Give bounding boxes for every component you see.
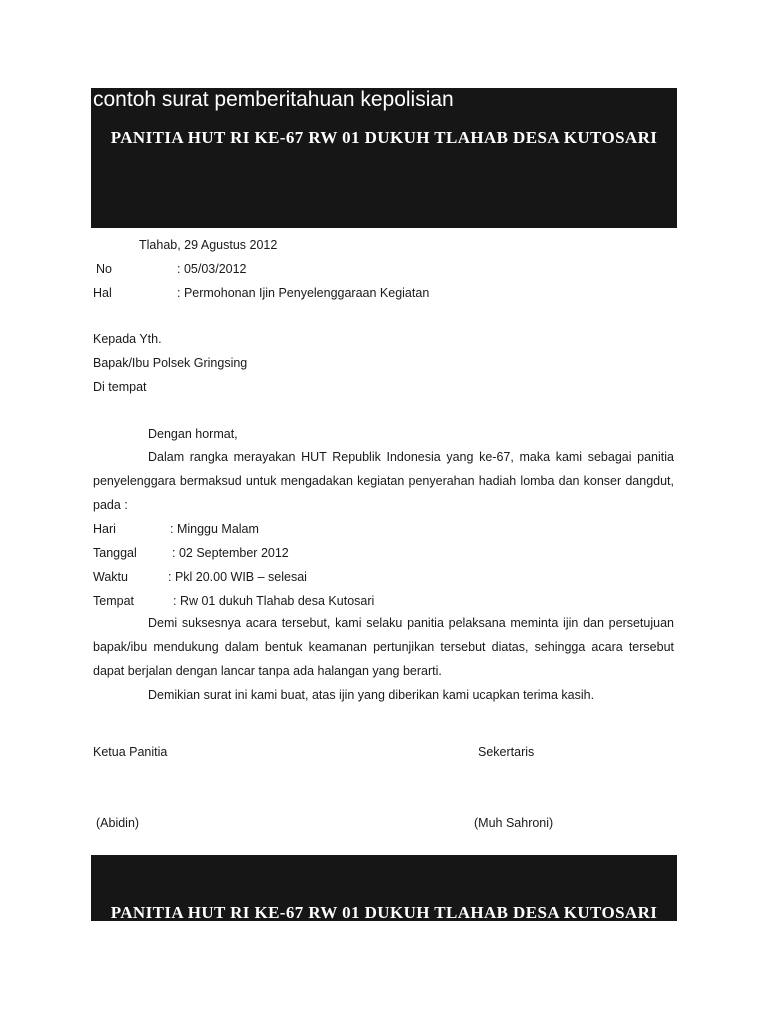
- detail-value-place: : Rw 01 dukuh Tlahab desa Kutosari: [173, 594, 375, 608]
- detail-value-time: : Pkl 20.00 WIB – selesai: [168, 570, 307, 584]
- detail-label-date: Tanggal: [93, 546, 137, 560]
- recipient-line-3: Di tempat: [93, 380, 147, 394]
- closing-line: Demikian surat ini kami buat, atas ijin yang diberikan kami ucapkan terima kasih.: [148, 688, 595, 702]
- intro-paragraph: Dalam rangka merayakan HUT Republik Indonesia yang ke-67, maka kami sebagai panitia penyelenggara bermaksud untuk mengadakan kegiatan penyerahan hadiah lomba dan konser dangdut, pada :: [93, 450, 674, 512]
- footer-banner: [91, 855, 677, 921]
- meta-value-subject: : Permohonan Ijin Penyelenggaraan Kegiatan: [177, 286, 430, 300]
- detail-value-day: : Minggu Malam: [170, 522, 259, 536]
- detail-label-place: Tempat: [93, 594, 134, 608]
- meta-label-subject: Hal: [93, 286, 112, 300]
- greeting: Dengan hormat,: [148, 427, 238, 441]
- document-title: contoh surat pemberitahuan kepolisian: [93, 88, 454, 111]
- signature-name-chair: (Abidin): [96, 816, 140, 830]
- recipient-line-1: Kepada Yth.: [93, 332, 162, 346]
- header-org-name: PANITIA HUT RI KE-67 RW 01 DUKUH TLAHAB DESA KUTOSARI: [110, 128, 658, 147]
- footer-org-name: PANITIA HUT RI KE-67 RW 01 DUKUH TLAHAB DESA KUTOSARI: [110, 903, 658, 922]
- meta-label-number: No: [96, 262, 112, 276]
- place-date: Tlahab, 29 Agustus 2012: [139, 238, 278, 252]
- recipient-line-2: Bapak/Ibu Polsek Gringsing: [93, 356, 248, 370]
- detail-label-day: Hari: [93, 522, 116, 536]
- detail-value-date: : 02 September 2012: [172, 546, 289, 560]
- signature-name-secretary: (Muh Sahroni): [474, 816, 554, 830]
- signature-title-secretary: Sekertaris: [478, 745, 535, 759]
- header-banner: [91, 88, 677, 228]
- body-paragraph: Demi suksesnya acara tersebut, kami selaku panitia pelaksana meminta ijin dan persetujuan bapak/ibu mendukung dalam bentuk keamanan pertunjikan tersebut diatas, sehingga acara tersebut dapat berjalan dengan lancar tanpa ada halangan yang berarti.: [93, 616, 674, 678]
- signature-title-chair: Ketua Panitia: [93, 745, 168, 759]
- detail-label-time: Waktu: [93, 570, 128, 584]
- meta-value-number: : 05/03/2012: [177, 262, 247, 276]
